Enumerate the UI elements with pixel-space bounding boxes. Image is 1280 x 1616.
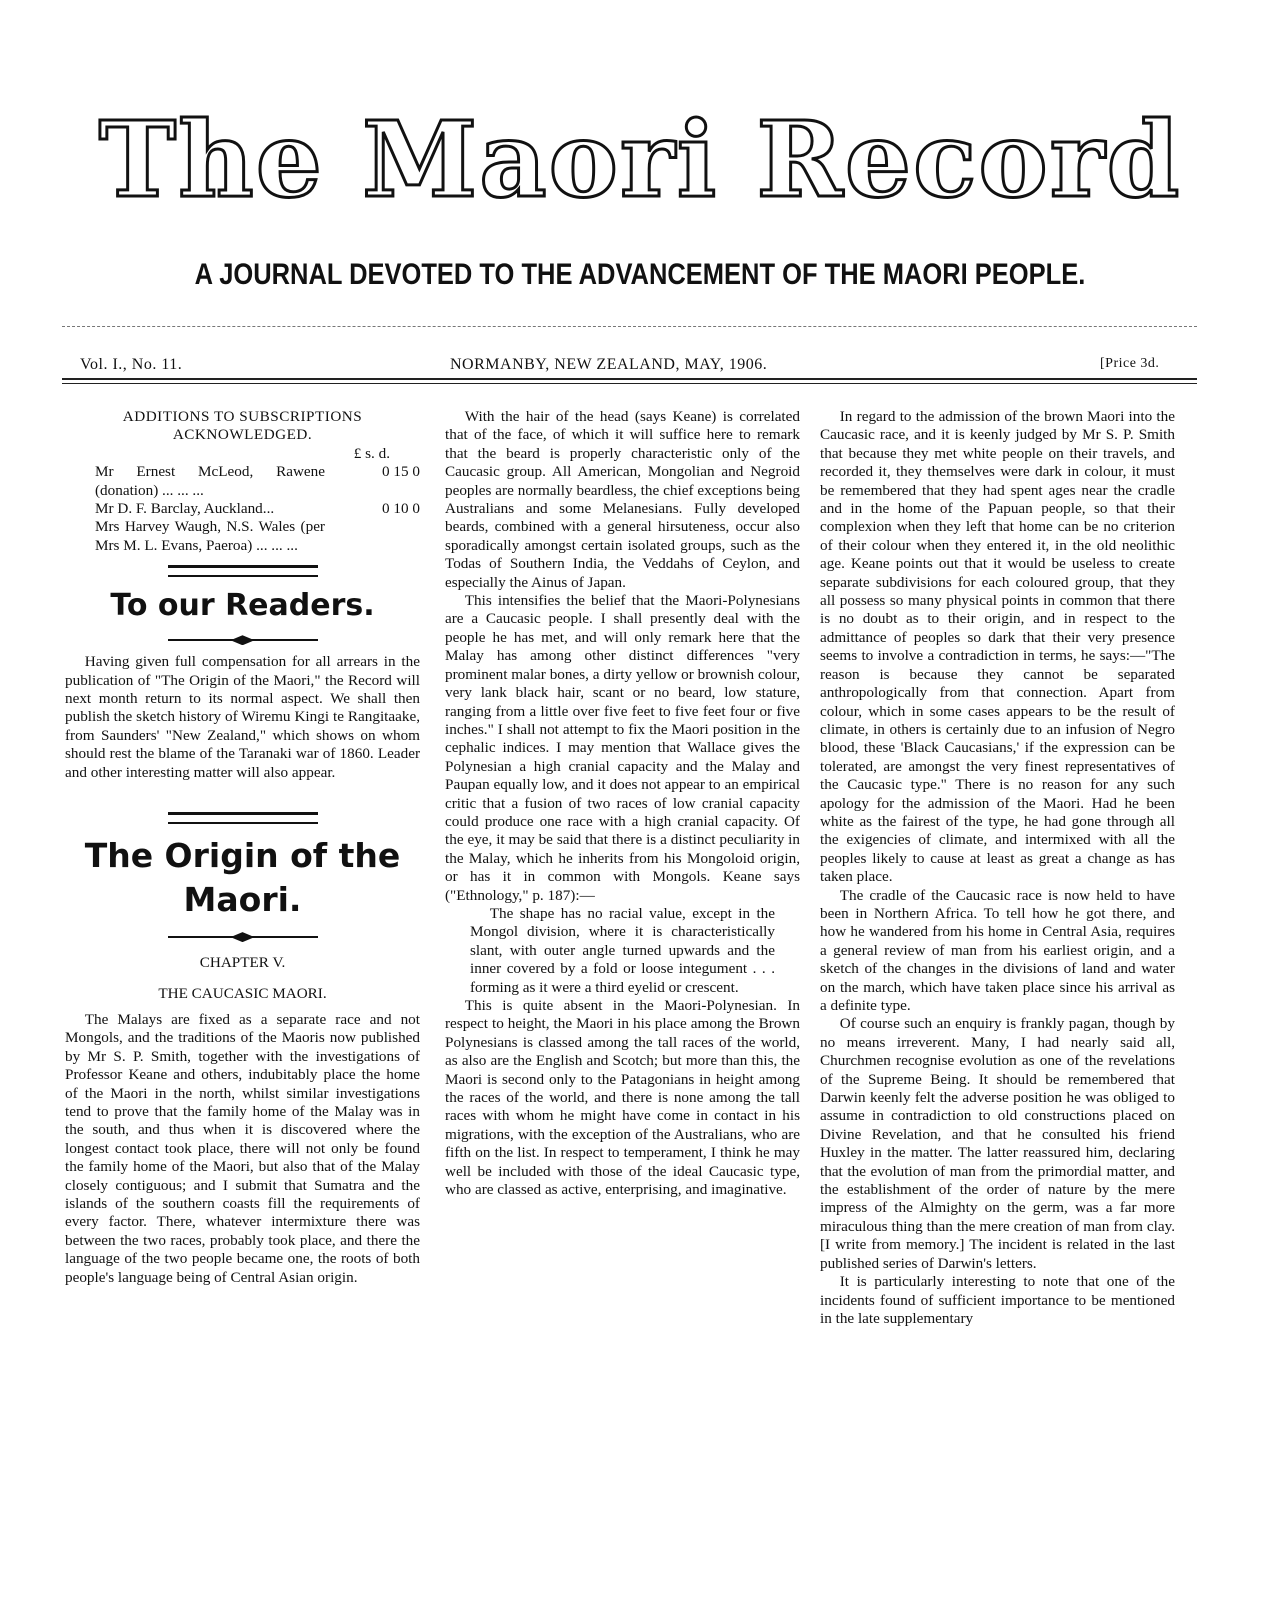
paragraph: The Malays are fixed as a separate race and not Mongols, and the traditions of the Maoris now published by Mr S. P. Smith, together with the investigations of Professor Keane and others, indubitably place the home of the Maori in the north, whilst similar investigations tend to prove that the family home of the Malay was in the south, and thus when it is discovered where the longest contact took place, there will not only be found the family home of the Maori, but also that of the Malay closely contiguous; and I submit that Sumatra and the islands of the southern coasts fill the requirements of every factor. There, whatever intermixture there was between the two races, probably took place, and there the language of the two people became one, the roots of both people's language being of Central Asian origin.	[65, 1010, 420, 1286]
subscription-entry: Mrs Harvey Waugh, N.S. Wales (per Mrs M. L. Evans, Paeroa) ... ... ...	[95, 518, 325, 554]
paragraph: This is quite absent in the Maori-Polynesian. In respect to height, the Maori in his place among the Brown Polynesians is classed among the tall races of the world, as also are the English and Scotch; but more than this, the Maori is second only to the Patagonians in height among the races of the world, and there is none among the tall races with whom he might have come in contact in his migrations, with the exception of the Australians, who are fifth on the list. In respect to temperament, I think he may well be included with those of the ideal Caucasic type, who are classed as active, enterprising, and imaginative.	[445, 997, 800, 1199]
volume-number: Vol. I., No. 11.	[80, 356, 183, 373]
quotation: The shape has no racial value, except in the Mongol division, where it is characteristically slant, with outer angle turned upwards and the inner covered by a fold or loose integument . . . forming as it were a third eyelid or crescent.	[470, 904, 775, 996]
double-rule	[168, 565, 318, 577]
readers-notice: Having given full compensation for all arrears in the publication of "The Origin of the Maori," the Record will next month return to its normal aspect. We shall then publish the sketch history of Wiremu Kingi te Rangitaake, from Saunders' "New Zealand," which shows on whom should rest the blame of the Taranaki war of 1860. Leader and other interesting matter will also appear.	[65, 653, 420, 781]
masthead-subtitle: A JOURNAL DEVOTED TO THE ADVANCEMENT OF THE MAORI PEOPLE.	[194, 258, 1086, 291]
paragraph: This intensifies the belief that the Maori-Polynesians are a Caucasic people. I shall presently deal with the people he has met, and will only remark here that the Malay has among other distinct differences "very prominent malar bones, a dirty yellow or brownish colour, very lank black hair, scant or no beard, low stature, ranging from a little over five feet to five feet four or five inches." I shall not attempt to fix the Maori position in the cephalic indices. I may mention that Wallace gives the Polynesian a high cranial capacity and the Malay and Paupan equally low, and it does not appear to an empirical critic that a fusion of two races of low cranial capacity could produce one race with a high cranial capacity. Of the eye, it may be said that there is a distinct peculiarity in the Malay, which he inherits from his Mongoloid origin, or has it in common with Mongols. Keane says ("Ethnology," p. 187):—	[445, 592, 800, 904]
divider	[62, 383, 1197, 384]
divider	[62, 378, 1197, 380]
paragraph: Of course such an enquiry is frankly pagan, though by no means irreverent. Many, I had nearly said all, Churchmen recognise evolution as one of the revelations of the Supreme Being. It should be remembered that Darwin keenly felt the adverse position he was obliged to assume in contradiction to old constructions placed on Divine Revelation, and that he consulted his friend Huxley in the matter. The latter reassured him, declaring that the evolution of man from the primordial matter, and the establishment of the order of nature by the mere impress of the Almighty on the germ, was a far more miraculous thing than the mere creation of man from clay. [I write from memory.] The incident is related in the last published series of Darwin's letters.	[820, 1015, 1175, 1272]
article-heading: The Origin of the Maori.	[84, 836, 401, 920]
paragraph: With the hair of the head (says Keane) is correlated that of the face, of which it will suffice here to remark that the beard is properly characteristic only of the Caucasic group. All American, Mongolian and Negroid peoples are normally beardless, the chief exceptions being Australians and some Melanesians. Fully developed beards, combined with a general hirsuteness, occur also sporadically amongst certain isolated groups, such as the Todas of Southern India, the Veddahs of Ceylon, and especially the Ainus of Japan.	[445, 408, 800, 591]
ornament-divider	[168, 932, 318, 942]
section-label: THE CAUCASIC MAORI.	[158, 984, 327, 1002]
column-1	[65, 408, 420, 1287]
subscription-entry: Mr D. F. Barclay, Auckland... 0 10 0	[95, 500, 420, 518]
column-3	[820, 408, 1175, 1328]
ornament-divider	[168, 635, 318, 645]
place-date: NORMANBY, NEW ZEALAND, MAY, 1906.	[450, 356, 768, 373]
subscriptions-heading: ADDITIONS TO SUBSCRIPTIONS ACKNOWLEDGED.	[122, 408, 363, 444]
chapter-label: CHAPTER V.	[199, 954, 286, 972]
paragraph: It is particularly interesting to note that one of the incidents found of sufficient importance to be mentioned in the late supplementary	[820, 1273, 1175, 1327]
column-2	[445, 408, 800, 1199]
masthead-title: The Maori Record	[98, 98, 1182, 221]
price: [Price 3d.	[1100, 356, 1160, 371]
subscription-entry: Mr Ernest McLeod, Rawene (donation) ... ... ... 0 15 0	[95, 463, 420, 499]
double-rule	[168, 812, 318, 824]
divider	[62, 326, 1197, 327]
paragraph: The cradle of the Caucasic race is now held to have been in Northern Africa. To tell how he got there, and how he wandered from his home in Central Asia, requires a general review of man from his earliest origin, and a sketch of the changes in the divisions of land and water on the march, which have taken place since his arrival as a definite type.	[820, 886, 1175, 1014]
paragraph: In regard to the admission of the brown Maori into the Caucasic race, and it is keenly judged by Mr S. P. Smith that because they met white people on their travels, and recorded it, they themselves were dark in colour, it must be remembered that they had spent ages near the cradle and in the home of the Papuan people, so that their complexion when they left that home can be no criterion of their colour when they entered it, in the old neolithic age. Keane points out that it would be useless to create separate subdivisions for each coloured group, that they all possess so many physical points in common that there is no doubt as to their origin, and in respect to the admittance of peoples so dark that their very presence seems to involve a contradiction in terms, he says:—"The reason is because they cannot be separated anthropologically from that connection. Apart from colour, which in some cases appears to be the result of climate, in others is certainly due to an infusion of Negro blood, these 'Black Caucasians,' if the expression can be tolerated, are amongst the very finest representatives of the Caucasic type." There is no reason for any such apology for the admission of the Maori. Had he been white as the fairest of the type, he had gone through all the exigencies of climate, and intermixed with all the peoples likely to cause at least as great a change as has taken place.	[820, 408, 1175, 886]
currency-header: £ s. d.	[353, 444, 390, 462]
readers-heading: To our Readers.	[110, 588, 375, 624]
